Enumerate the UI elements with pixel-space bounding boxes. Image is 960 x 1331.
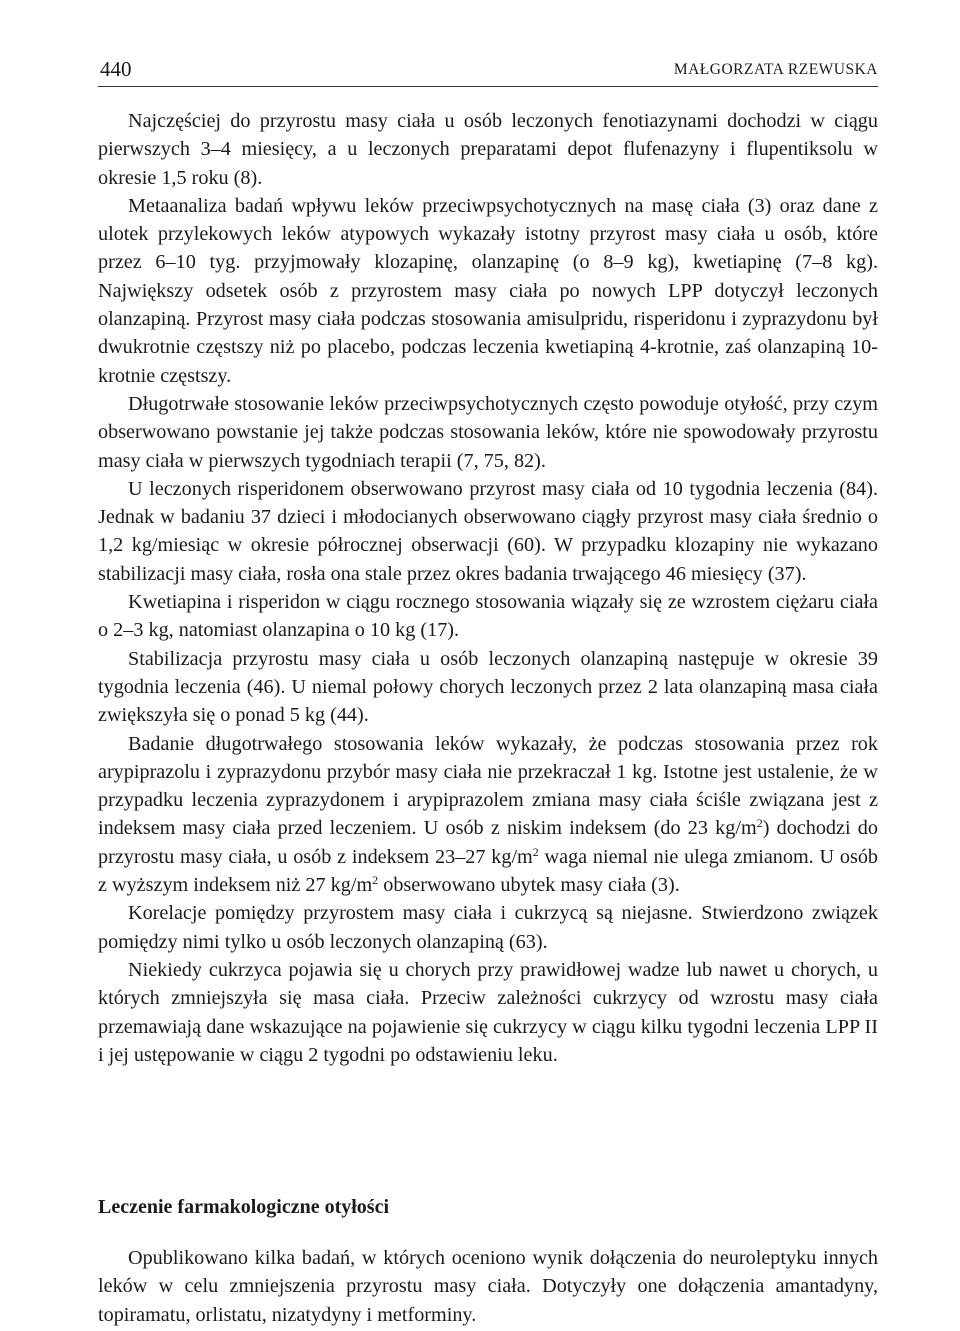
- text-segment: ) dochodzi do przyrostu masy ciała, u osób z indeksem 23–27 kg/m: [98, 817, 878, 868]
- body-text: [98, 107, 878, 1069]
- superscript: 2: [532, 844, 539, 859]
- paragraph: U leczonych risperidonem obserwowano przyrost masy ciała od 10 tygodnia leczenia (84). Jednak w badaniu 37 dzieci i młodocianych obserwowano ciągły przyrost masy ciała średnio o 1,2 kg/miesiąc w okresie półrocznej obserwacji (60). W przypadku klozapiny nie wykazano stabilizacji masy ciała, rosła ona stale przez okres badania trwającego 46 miesięcy (37).: [98, 477, 878, 585]
- running-head-author: MAŁGORZATA RZEWUSKA: [673, 61, 878, 78]
- superscript: 2: [372, 873, 379, 888]
- paragraph: Opublikowano kilka badań, w których oceniono wynik dołączenia do neuroleptyku innych leków w celu zmniejszenia przyrostu masy ciała. Dotyczyły one dołączenia amantadyny, topiramatu, orlistatu, nizatydyny i metforminy.: [98, 1247, 878, 1326]
- text-segment: waga niemal nie ulega zmianom. U osób z wyższym indeksem niż 27 kg/m: [98, 845, 879, 897]
- page-number: 440: [100, 57, 132, 81]
- text-segment: Badanie długotrwałego stosowania leków wykazały, że podczas stosowania przez rok arypiprazolu i zyprazydonu przybór masy ciała nie przekraczał 1 kg. Istotne jest ustalenie, że w przypadku leczenia zyprazydonem i arypiprazolem zmiana masy ciała ściśle związana jest z indeksem masy ciała przed leczeniem. U osób z niskim indeksem (do 23 kg/m: [98, 732, 878, 840]
- text-segment: obserwowano ubytek masy ciała (3).: [378, 874, 680, 897]
- paragraph: Najczęściej do przyrostu masy ciała u osób leczonych fenotiazynami dochodzi w ciągu pierwszych 3–4 miesięcy, a u leczonych preparatami depot flufenazyny i flupentiksolu w okresie 1,5 roku (8).: [98, 110, 878, 189]
- section-body: [98, 1244, 878, 1329]
- paragraph: Stabilizacja przyrostu masy ciała u osób leczonych olanzapiną następuje w okresie 39 tygodnia leczenia (46). U niemal połowy chorych leczonych przez 2 lata olanzapiną masa ciała zwiększyła się o ponad 5 kg (44).: [98, 647, 878, 727]
- paragraph: Kwetiapina i risperidon w ciągu rocznego stosowania wiązały się ze wzrostem ciężaru ciała o 2–3 kg, natomiast olanzapina o 10 kg (17).: [98, 591, 878, 642]
- section-heading: Leczenie farmakologiczne otyłości: [98, 1196, 390, 1218]
- page-header: [98, 56, 878, 87]
- superscript: 2: [756, 816, 763, 831]
- bmi-paragraph: [98, 730, 878, 900]
- paragraph: Niekiedy cukrzyca pojawia się u chorych przy prawidłowej wadze lub nawet u chorych, u których zmniejszyła się masa ciała. Przeciw zależności cukrzycy od wzrostu masy ciała przemawiają dane wskazujące na pojawienie się cukrzycy w ciągu kilku tygodni leczenia LPP II i jej ustępowanie w ciągu 2 tygodni po odstawieniu leku.: [98, 958, 878, 1066]
- paragraph: Długotrwałe stosowanie leków przeciwpsychotycznych często powoduje otyłość, przy czym obserwowano powstanie jej także podczas stosowania leków, które nie spowodowały przyrostu masy ciała w pierwszych tygodniach terapii (7, 75, 82).: [98, 392, 878, 472]
- paragraph: Metaanaliza badań wpływu leków przeciwpsychotycznych na masę ciała (3) oraz dane z ulotek przylekowych leków atypowych wykazały istotny przyrost masy ciała u osób, które przez 6–10 tyg. przyjmowały klozapinę, olanzapinę (o 8–9 kg), kwetiapinę (7–8 kg). Największy odsetek osób z przyrostem masy ciała po nowych LPP dotyczył leczonych olanzapiną. Przyrost masy ciała podczas stosowania amisulpridu, risperidonu i zyprazydonu był dwukrotnie częstszy niż po placebo, podczas leczenia kwetiapiną 4-krotnie, zaś olanzapiną 10-krotnie częstszy.: [98, 194, 878, 387]
- paragraph: Korelacje pomiędzy przyrostem masy ciała i cukrzycą są niejasne. Stwierdzono związek pomiędzy nimi tylko u osób leczonych olanzapiną (63).: [98, 902, 878, 953]
